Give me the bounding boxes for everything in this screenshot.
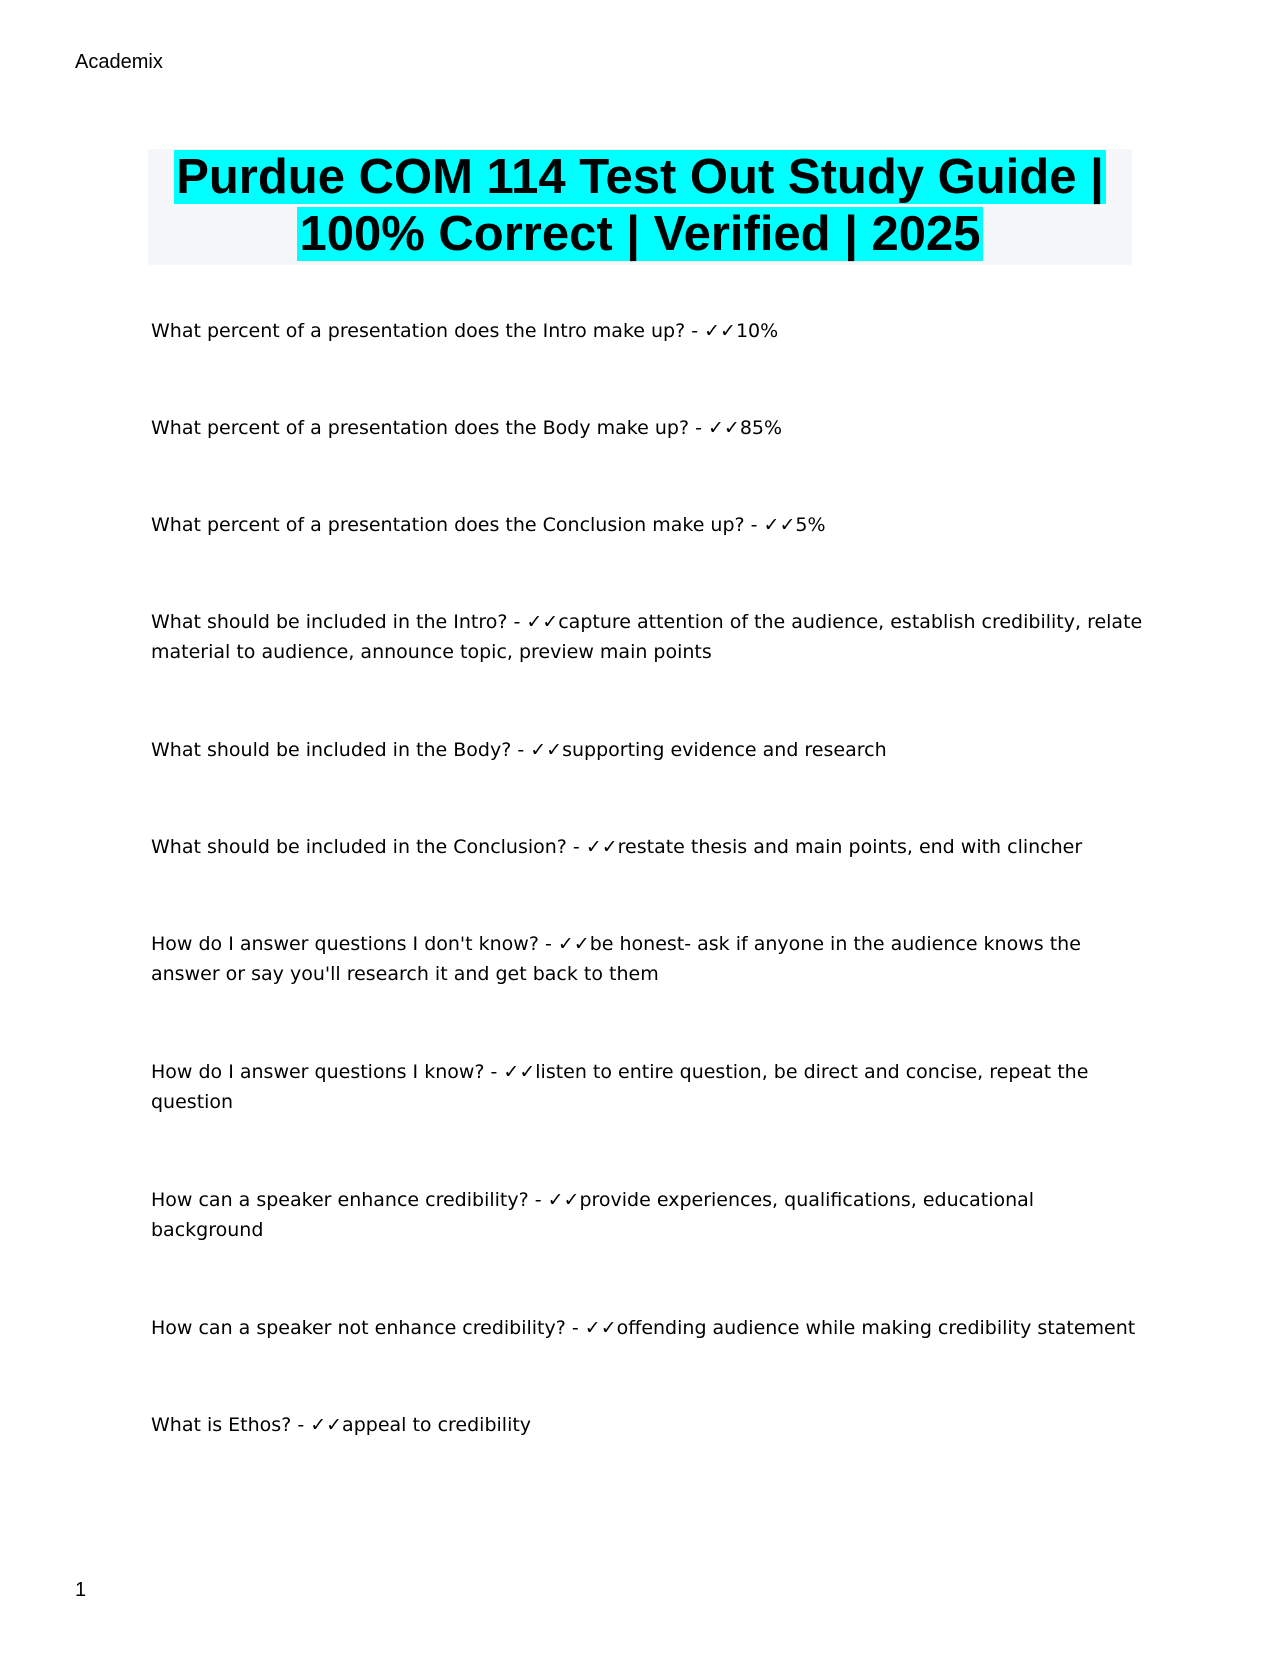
qa-item [151,832,1141,862]
title-line-2 [148,206,1132,263]
title-line-1 [148,149,1132,206]
qa-item [151,929,1141,989]
qa-item-line: question [151,1091,234,1113]
title-line-1-text: Purdue COM 114 Test Out Study Guide | [176,150,1104,204]
qa-item-line: What should be included in the Conclusion? - ✓✓restate thesis and main points, end with clincher [151,836,1083,858]
qa-item-line: What should be included in the Body? - ✓✓supporting evidence and research [151,739,887,761]
qa-item [151,607,1141,667]
qa-item [151,413,1141,443]
qa-item [151,735,1141,765]
page-number: 1 [75,1579,87,1601]
qa-item [151,1185,1141,1245]
header-brand: Academix [75,51,163,73]
qa-item [151,1057,1141,1117]
qa-item-line: What should be included in the Intro? - ✓✓capture attention of the audience, establish credibility, relate [151,611,1143,633]
qa-item [151,1313,1141,1343]
qa-item [151,1410,1141,1440]
qa-item-line: How can a speaker enhance credibility? - ✓✓provide experiences, qualifications, educational [151,1189,1035,1211]
qa-item-line: What percent of a presentation does the Conclusion make up? - ✓✓5% [151,514,826,536]
qa-item-line: background [151,1219,264,1241]
document-title [148,149,1132,265]
qa-item-line: What is Ethos? - ✓✓appeal to credibility [151,1414,532,1436]
qa-item-line: What percent of a presentation does the Intro make up? - ✓✓10% [151,320,779,342]
qa-item-line: What percent of a presentation does the Body make up? - ✓✓85% [151,417,783,439]
qa-item-line: How do I answer questions I know? - ✓✓listen to entire question, be direct and concise, repeat the [151,1061,1089,1083]
qa-item-line: material to audience, announce topic, preview main points [151,641,712,663]
title-line-2-text: 100% Correct | Verified | 2025 [299,207,981,261]
qa-item [151,316,1141,346]
qa-item-line: How can a speaker not enhance credibility? - ✓✓offending audience while making credibility statement [151,1317,1136,1339]
qa-item-line: answer or say you'll research it and get back to them [151,963,659,985]
qa-item-line: How do I answer questions I don't know? - ✓✓be honest- ask if anyone in the audience knows the [151,933,1081,955]
qa-item [151,510,1141,540]
